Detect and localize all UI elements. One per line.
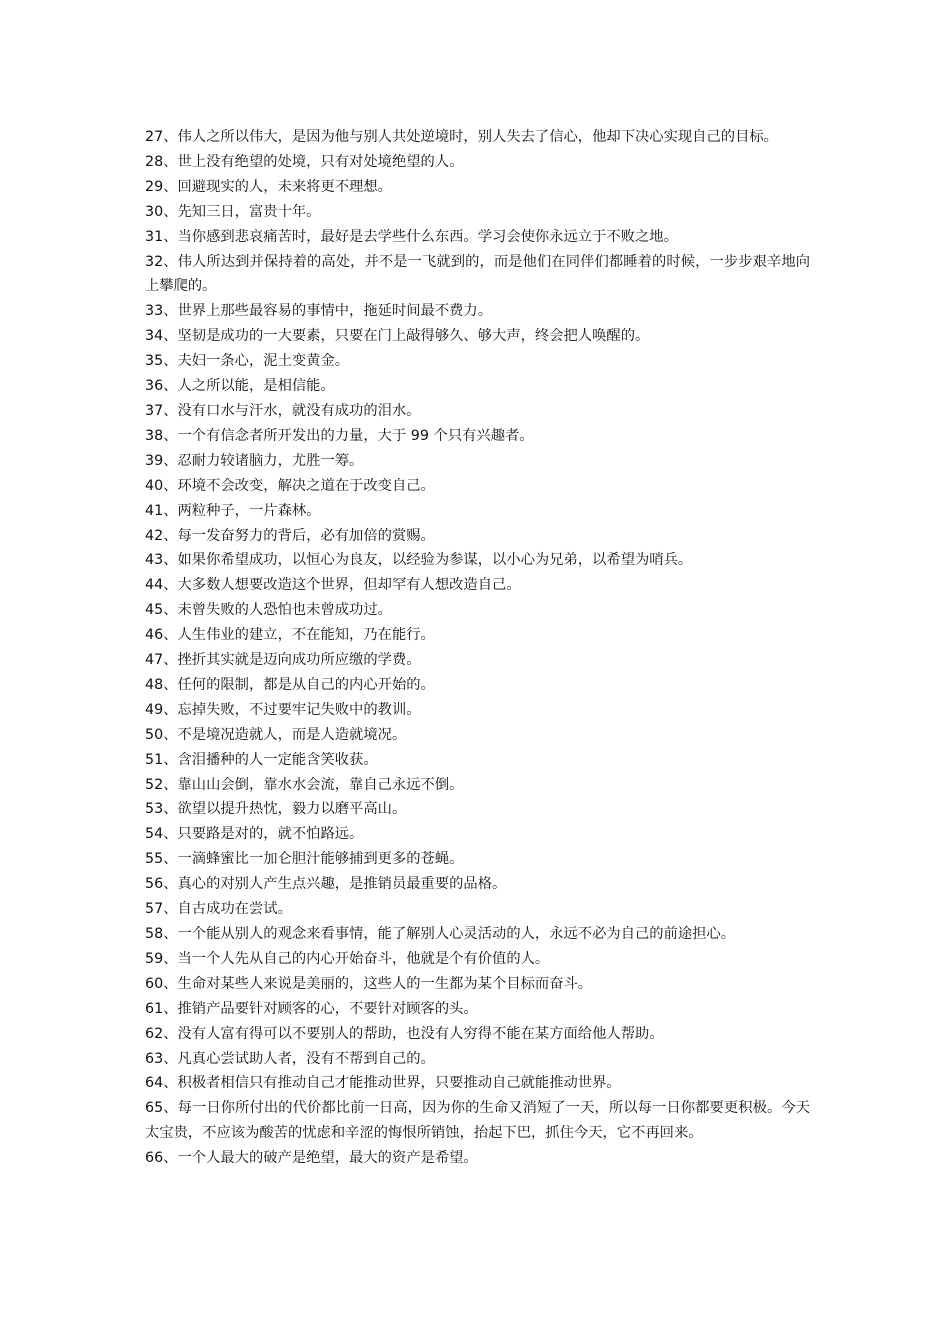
quote-entry: 64、积极者相信只有推动自己才能推动世界，只要推动自己就能推动世界。: [145, 1075, 621, 1092]
quote-entry: 45、未曾失败的人恐怕也未曾成功过。: [145, 602, 392, 619]
quote-entry: 40、环境不会改变，解决之道在于改变自己。: [145, 477, 435, 494]
quote-entry: 66、一个人最大的破产是绝望，最大的资产是希望。: [145, 1150, 478, 1167]
quote-entry: 35、夫妇一条心，泥土变黄金。: [145, 353, 350, 370]
quote-entry: 30、先知三日，富贵十年。: [145, 203, 321, 220]
quote-entry: 62、没有人富有得可以不要别人的帮助，也没有人穷得不能在某方面给他人帮助。: [145, 1025, 664, 1042]
quote-entry: 38、一个有信念者所开发出的力量，大于 99 个只有兴趣者。: [145, 427, 534, 444]
quote-entry: 58、一个能从别人的观念来看事情，能了解别人心灵活动的人，永远不必为自己的前途担心。: [145, 926, 736, 942]
document-page: [145, 125, 810, 1171]
quote-entry: 65、每一日你所付出的代价都比前一日高，因为你的生命又消短了一天，所以每一日你都要更积极。今天太宝贵，不应该为酸苦的忧虑和辛涩的悔恨所销蚀，抬起下巴，抓住今天，它不再回来。: [145, 1100, 810, 1142]
quote-entry: 49、忘掉失败，不过要牢记失败中的教训。: [145, 701, 421, 718]
quote-entry: 48、任何的限制，都是从自己的内心开始的。: [145, 676, 435, 693]
quote-entry: 36、人之所以能，是相信能。: [145, 378, 335, 395]
quote-entry: 50、不是境况造就人，而是人造就境况。: [145, 726, 407, 743]
quote-entry: 59、当一个人先从自己的内心开始奋斗，他就是个有价值的人。: [145, 950, 550, 967]
quote-entry: 63、凡真心尝试助人者，没有不帮到自己的。: [145, 1050, 435, 1067]
quote-entry: 43、如果你希望成功，以恒心为良友，以经验为参谋，以小心为兄弟，以希望为哨兵。: [145, 552, 693, 569]
quote-entry: 33、世界上那些最容易的事情中，拖延时间最不费力。: [145, 303, 493, 320]
quote-entry: 54、只要路是对的，就不怕路远。: [145, 826, 364, 843]
quote-entry: 39、忍耐力较诸脑力，尤胜一筹。: [145, 452, 364, 469]
quote-entry: 55、一滴蜂蜜比一加仑胆汁能够捕到更多的苍蝇。: [145, 851, 464, 868]
quote-entry: 56、真心的对别人产生点兴趣，是推销员最重要的品格。: [145, 876, 507, 893]
quote-entry: 37、没有口水与汗水，就没有成功的泪水。: [145, 402, 421, 419]
quote-entry: 42、每一发奋努力的背后，必有加倍的赏赐。: [145, 527, 435, 544]
quote-entry: 61、推销产品要针对顾客的心，不要针对顾客的头。: [145, 1000, 478, 1017]
quote-entry: 57、自古成功在尝试。: [145, 901, 292, 918]
quote-entry: 31、当你感到悲哀痛苦时，最好是去学些什么东西。学习会使你永远立于不败之地。: [145, 228, 678, 245]
quote-entry: 53、欲望以提升热忱，毅力以磨平高山。: [145, 801, 407, 818]
quote-entry: 46、人生伟业的建立，不在能知，乃在能行。: [145, 627, 435, 644]
quote-entry: 52、靠山山会倒，靠水水会流，靠自己永远不倒。: [145, 776, 464, 793]
quote-entry: 34、坚韧是成功的一大要素，只要在门上敲得够久、够大声，终会把人唤醒的。: [145, 328, 650, 345]
quote-entry: 28、世上没有绝望的处境，只有对处境绝望的人。: [145, 153, 464, 170]
quote-entry: 51、含泪播种的人一定能含笑收获。: [145, 751, 378, 768]
quote-entry: 44、大多数人想要改造这个世界，但却罕有人想改造自己。: [145, 577, 521, 594]
quote-entry: 32、伟人所达到并保持着的高处，并不是一飞就到的，而是他们在同伴们都睡着的时候，一步步艰辛地向上攀爬的。: [145, 253, 810, 295]
quote-entry: 60、生命对某些人来说是美丽的，这些人的一生都为某个目标而奋斗。: [145, 975, 593, 992]
quote-entry: 41、两粒种子，一片森林。: [145, 502, 321, 519]
quote-entry: 47、挫折其实就是迈向成功所应缴的学费。: [145, 652, 421, 669]
quote-entry: 27、伟人之所以伟大，是因为他与别人共处逆境时，别人失去了信心，他却下决心实现自己的目标。: [145, 129, 778, 145]
quote-entry: 29、回避现实的人，未来将更不理想。: [145, 178, 392, 195]
